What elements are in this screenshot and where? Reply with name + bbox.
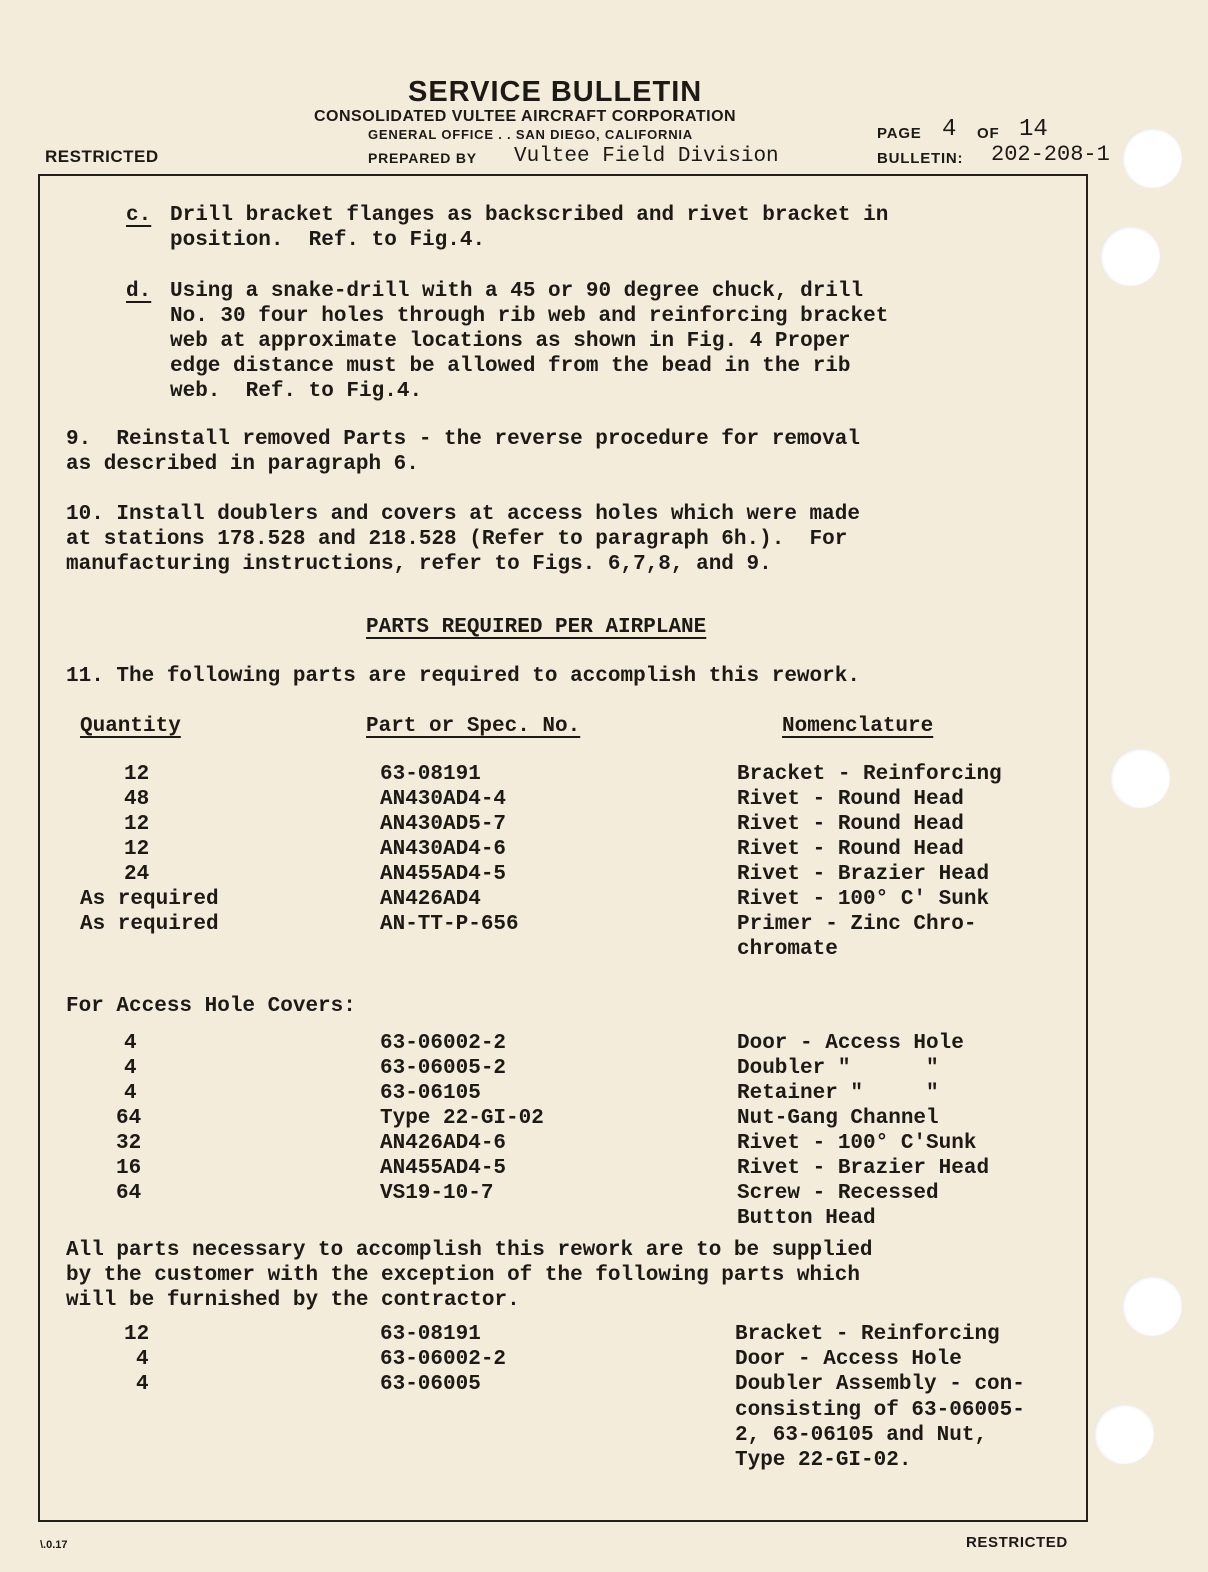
nomenclature-cell: Rivet - Round Head [737, 813, 964, 836]
part-cell: Type 22-GI-02 [380, 1107, 544, 1130]
nomenclature-cell: Rivet - 100° C' Sunk [737, 888, 990, 911]
step-text: edge distance must be allowed from the bead in the rib [170, 355, 851, 378]
step-letter: d. [126, 280, 152, 303]
paragraph-text: 10. Install doublers and covers at access holes which were made [66, 503, 860, 526]
qty-cell: 64 [116, 1107, 142, 1130]
column-header-quantity: Quantity [80, 715, 181, 738]
part-cell: 63-06002-2 [380, 1348, 507, 1371]
qty-cell: 12 [124, 763, 150, 786]
nomenclature-cell: Doubler Assembly - con- [735, 1373, 1025, 1396]
bulletin-label: BULLETIN: [877, 150, 964, 167]
page-number: 4 [942, 116, 957, 143]
qty-cell: 24 [124, 863, 150, 886]
document-title: SERVICE BULLETIN [408, 76, 703, 108]
nomenclature-cell: Door - Access Hole [737, 1032, 964, 1055]
qty-cell: 64 [116, 1182, 142, 1205]
punch-hole [1094, 1404, 1154, 1464]
nomenclature-cell: Rivet - Round Head [737, 788, 964, 811]
step-text: web at approximate locations as shown in Fig. 4 Proper [170, 330, 851, 353]
column-header-nomenclature: Nomenclature [782, 715, 934, 738]
of-label: OF [977, 125, 1000, 142]
step-text: Using a snake-drill with a 45 or 90 degree chuck, drill [170, 280, 864, 303]
qty-cell: 4 [124, 1032, 137, 1055]
qty-cell: 12 [124, 838, 150, 861]
part-cell: 63-08191 [380, 763, 481, 786]
punch-hole [1122, 128, 1182, 188]
qty-cell: As required [80, 888, 219, 911]
bulletin-number: 202-208-1 [991, 142, 1110, 167]
part-cell: AN430AD4-6 [380, 838, 507, 861]
nomenclature-cell: Rivet - 100° C'Sunk [737, 1132, 977, 1155]
part-cell: 63-06105 [380, 1082, 481, 1105]
nomenclature-cell: Rivet - Round Head [737, 838, 964, 861]
qty-cell: As required [80, 913, 219, 936]
paragraph-text: manufacturing instructions, refer to Figs. 6,7,8, and 9. [66, 553, 772, 576]
part-cell: AN430AD5-7 [380, 813, 507, 836]
nomenclature-cell: Bracket - Reinforcing [735, 1323, 1000, 1346]
page-total: 14 [1019, 116, 1048, 143]
nomenclature-cell: Doubler " " [737, 1057, 939, 1080]
paragraph-text: 11. The following parts are required to accomplish this rework. [66, 665, 860, 688]
part-cell: 63-08191 [380, 1323, 481, 1346]
part-cell: AN426AD4 [380, 888, 481, 911]
nomenclature-cell: consisting of 63-06005- [735, 1399, 1025, 1422]
qty-cell: 4 [124, 1057, 137, 1080]
nomenclature-cell: chromate [737, 938, 838, 961]
part-cell: 63-06002-2 [380, 1032, 507, 1055]
nomenclature-cell: 2, 63-06105 and Nut, [735, 1424, 988, 1447]
nomenclature-cell: Bracket - Reinforcing [737, 763, 1002, 786]
part-cell: 63-06005-2 [380, 1057, 507, 1080]
part-cell: AN-TT-P-656 [380, 913, 519, 936]
nomenclature-cell: Button Head [737, 1207, 876, 1230]
restricted-label: RESTRICTED [45, 147, 159, 166]
qty-cell: 32 [116, 1132, 142, 1155]
nomenclature-cell: Type 22-GI-02. [735, 1449, 912, 1472]
qty-cell: 4 [136, 1373, 149, 1396]
part-cell: 63-06005 [380, 1373, 481, 1396]
punch-hole [1122, 1276, 1182, 1336]
qty-cell: 12 [124, 813, 150, 836]
nomenclature-cell: Nut-Gang Channel [737, 1107, 939, 1130]
office-location: GENERAL OFFICE . . SAN DIEGO, CALIFORNIA [368, 127, 693, 142]
part-cell: AN455AD4-5 [380, 1157, 507, 1180]
qty-cell: 16 [116, 1157, 142, 1180]
column-header-part: Part or Spec. No. [366, 715, 581, 738]
paragraph-text: 9. Reinstall removed Parts - the reverse procedure for removal [66, 428, 860, 451]
part-cell: VS19-10-7 [380, 1182, 494, 1205]
prepared-by-label: PREPARED BY [368, 150, 477, 166]
section-heading: PARTS REQUIRED PER AIRPLANE [366, 616, 707, 639]
qty-cell: 4 [124, 1082, 137, 1105]
nomenclature-cell: Rivet - Brazier Head [737, 1157, 990, 1180]
nomenclature-cell: Door - Access Hole [735, 1348, 962, 1371]
page-label: PAGE [877, 125, 922, 142]
paragraph-text: as described in paragraph 6. [66, 453, 419, 476]
step-text: web. Ref. to Fig.4. [170, 380, 423, 403]
qty-cell: 48 [124, 788, 150, 811]
nomenclature-cell: Screw - Recessed [737, 1182, 939, 1205]
prepared-by-value: Vultee Field Division [514, 145, 779, 168]
punch-hole [1100, 226, 1160, 286]
paragraph-text: at stations 178.528 and 218.528 (Refer to paragraph 6h.). For [66, 528, 848, 551]
step-text: No. 30 four holes through rib web and reinforcing bracket [170, 305, 889, 328]
nomenclature-cell: Primer - Zinc Chro- [737, 913, 977, 936]
punch-hole [1110, 748, 1170, 808]
part-cell: AN455AD4-5 [380, 863, 507, 886]
part-cell: AN426AD4-6 [380, 1132, 507, 1155]
subsection-heading: For Access Hole Covers: [66, 995, 356, 1018]
qty-cell: 12 [124, 1323, 150, 1346]
restricted-footer: RESTRICTED [966, 1534, 1068, 1551]
step-letter: c. [126, 204, 152, 227]
qty-cell: 4 [136, 1348, 149, 1371]
form-number: \.0.17 [40, 1539, 68, 1551]
step-text: Drill bracket flanges as backscribed and rivet bracket in [170, 204, 889, 227]
paragraph-text: will be furnished by the contractor. [66, 1289, 520, 1312]
part-cell: AN430AD4-4 [380, 788, 507, 811]
nomenclature-cell: Retainer " " [737, 1082, 939, 1105]
corporation-name: CONSOLIDATED VULTEE AIRCRAFT CORPORATION [314, 108, 737, 125]
paragraph-text: by the customer with the exception of the following parts which [66, 1264, 860, 1287]
step-text: position. Ref. to Fig.4. [170, 229, 486, 252]
paragraph-text: All parts necessary to accomplish this rework are to be supplied [66, 1239, 873, 1262]
nomenclature-cell: Rivet - Brazier Head [737, 863, 990, 886]
